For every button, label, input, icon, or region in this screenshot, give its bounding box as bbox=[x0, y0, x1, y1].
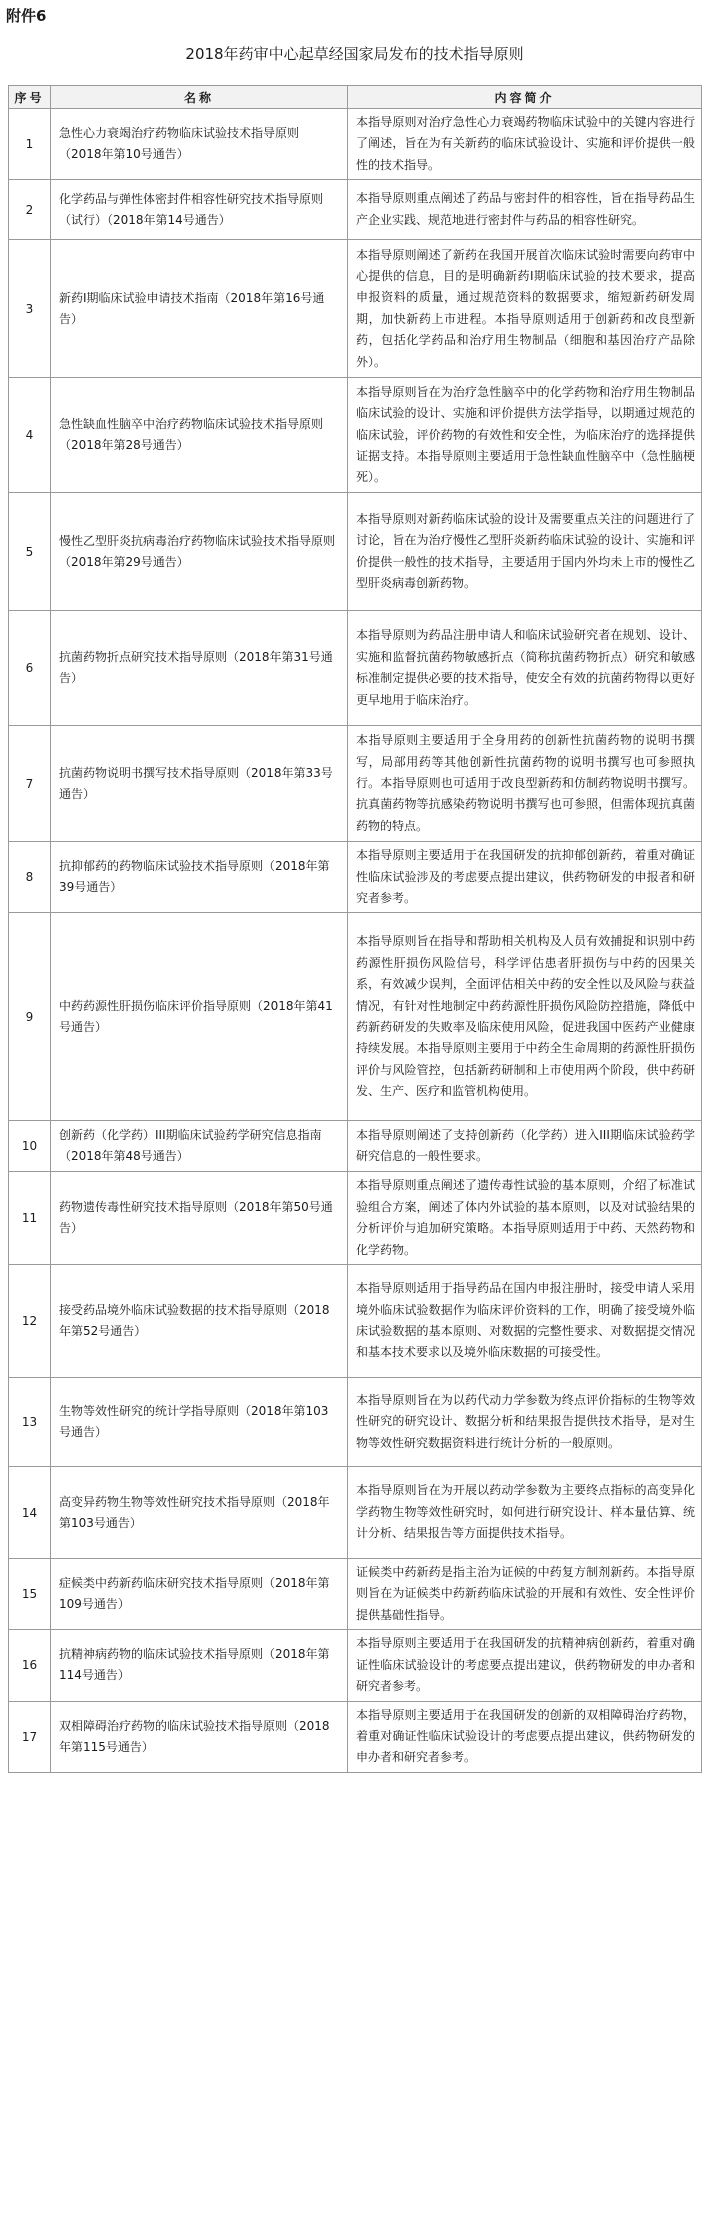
guideline-name: 双相障碍治疗药物的临床试验技术指导原则（2018年第115号通告） bbox=[51, 1701, 348, 1772]
table-row bbox=[9, 1121, 702, 1172]
guideline-name: 抗菌药物折点研究技术指导原则（2018年第31号通告） bbox=[51, 611, 348, 726]
page-title: 2018年药审中心起草经国家局发布的技术指导原则 bbox=[185, 45, 524, 63]
row-number: 13 bbox=[9, 1378, 51, 1467]
row-number: 12 bbox=[9, 1265, 51, 1378]
row-number: 9 bbox=[9, 913, 51, 1121]
guideline-name: 中药药源性肝损伤临床评价指导原则（2018年第41号通告） bbox=[51, 913, 348, 1121]
table-row bbox=[9, 1701, 702, 1772]
table-row bbox=[9, 1630, 702, 1701]
table-row bbox=[9, 726, 702, 842]
table-row bbox=[9, 180, 702, 240]
row-number: 2 bbox=[9, 180, 51, 240]
attachment-label: 附件6 bbox=[6, 7, 47, 25]
table-row bbox=[9, 1467, 702, 1559]
column-header-name: 名称 bbox=[51, 86, 348, 109]
table-row bbox=[9, 378, 702, 493]
guideline-name: 创新药（化学药）III期临床试验药学研究信息指南（2018年第48号通告） bbox=[51, 1121, 348, 1172]
guideline-name: 抗抑郁药的药物临床试验技术指导原则（2018年第39号通告） bbox=[51, 842, 348, 913]
guideline-summary: 本指导原则为药品注册申请人和临床试验研究者在规划、设计、实施和监督抗菌药物敏感折点（简称抗菌药物折点）研究和敏感标准制定提供必要的技术指导，使安全有效的抗菌药物得以更好更早地用于临床治疗。 bbox=[348, 611, 702, 726]
guideline-table bbox=[8, 85, 702, 1773]
table-row bbox=[9, 842, 702, 913]
guideline-summary: 本指导原则主要适用于在我国研发的抗抑郁创新药，着重对确证性临床试验涉及的考虑要点提出建议，供药物研发的申报者和研究者参考。 bbox=[348, 842, 702, 913]
row-number: 6 bbox=[9, 611, 51, 726]
guideline-name: 药物遗传毒性研究技术指导原则（2018年第50号通告） bbox=[51, 1172, 348, 1265]
guideline-summary: 本指导原则旨在为以药代动力学参数为终点评价指标的生物等效性研究的研究设计、数据分析和结果报告提供技术指导，是对生物等效性研究数据资料进行统计分析的一般原则。 bbox=[348, 1378, 702, 1467]
table-row bbox=[9, 1559, 702, 1630]
row-number: 15 bbox=[9, 1559, 51, 1630]
guideline-summary: 本指导原则阐述了支持创新药（化学药）进入III期临床试验药学研究信息的一般性要求。 bbox=[348, 1121, 702, 1172]
row-number: 11 bbox=[9, 1172, 51, 1265]
table-row bbox=[9, 1265, 702, 1378]
guideline-name: 抗菌药物说明书撰写技术指导原则（2018年第33号通告） bbox=[51, 726, 348, 842]
row-number: 17 bbox=[9, 1701, 51, 1772]
guideline-summary: 本指导原则旨在为开展以药动学参数为主要终点指标的高变异化学药物生物等效性研究时，如何进行研究设计、样本量估算、统计分析、结果报告等方面提供技术指导。 bbox=[348, 1467, 702, 1559]
guideline-summary: 本指导原则主要适用于在我国研发的抗精神病创新药，着重对确证性临床试验设计的考虑要点提出建议，供药物研发的申办者和研究者参考。 bbox=[348, 1630, 702, 1701]
table-row bbox=[9, 109, 702, 180]
guideline-summary: 本指导原则旨在为治疗急性脑卒中的化学药物和治疗用生物制品临床试验的设计、实施和评价提供方法学指导，以期通过规范的临床试验，评价药物的有效性和安全性，为临床治疗的选择提供证据支持。本指导原则主要适用于急性缺血性脑卒中（急性脑梗死）。 bbox=[348, 378, 702, 493]
row-number: 7 bbox=[9, 726, 51, 842]
guideline-name: 慢性乙型肝炎抗病毒治疗药物临床试验技术指导原则（2018年第29号通告） bbox=[51, 493, 348, 611]
guideline-summary: 本指导原则重点阐述了遗传毒性试验的基本原则，介绍了标准试验组合方案，阐述了体内外试验的基本原则，以及对试验结果的分析评价与追加研究策略。本指导原则适用于中药、天然药物和化学药物。 bbox=[348, 1172, 702, 1265]
guideline-name: 生物等效性研究的统计学指导原则（2018年第103号通告） bbox=[51, 1378, 348, 1467]
guideline-name: 接受药品境外临床试验数据的技术指导原则（2018年第52号通告） bbox=[51, 1265, 348, 1378]
row-number: 8 bbox=[9, 842, 51, 913]
table-row bbox=[9, 611, 702, 726]
guideline-summary: 本指导原则主要适用于全身用药的创新性抗菌药物的说明书撰写，局部用药等其他创新性抗菌药物的说明书撰写也可参照执行。本指导原则也可适用于改良型新药和仿制药物说明书撰写。抗真菌药物等抗感染药物说明书撰写也可参照，但需体现抗真菌药物的特点。 bbox=[348, 726, 702, 842]
guideline-name: 症候类中药新药临床研究技术指导原则（2018年第109号通告） bbox=[51, 1559, 348, 1630]
guideline-name: 新药I期临床试验申请技术指南（2018年第16号通告） bbox=[51, 240, 348, 378]
row-number: 16 bbox=[9, 1630, 51, 1701]
guideline-summary: 本指导原则旨在指导和帮助相关机构及人员有效捕捉和识别中药药源性肝损伤风险信号，科学评估患者肝损伤与中药的因果关系，有效减少误判，全面评估相关中药的安全性以及风险与获益情况，有针对性地制定中药药源性肝损伤风险防控措施，降低中药新药研发的失败率及临床使用风险，促进我国中医药产业健康持续发展。本指导原则主要用于中药全生命周期的药源性肝损伤评价与风险管控，包括新药研制和上市使用两个阶段，供中药研发、生产、医疗和监管机构使用。 bbox=[348, 913, 702, 1121]
table-row bbox=[9, 913, 702, 1121]
guideline-name: 急性心力衰竭治疗药物临床试验技术指导原则（2018年第10号通告） bbox=[51, 109, 348, 180]
guideline-summary: 本指导原则重点阐述了药品与密封件的相容性，旨在指导药品生产企业实践、规范地进行密封件与药品的相容性研究。 bbox=[348, 180, 702, 240]
row-number: 10 bbox=[9, 1121, 51, 1172]
guideline-summary: 本指导原则适用于指导药品在国内申报注册时，接受申请人采用境外临床试验数据作为临床评价资料的工作，明确了接受境外临床试验数据的基本原则、对数据的完整性要求、对数据提交情况和基本技术要求以及境外临床数据的可接受性。 bbox=[348, 1265, 702, 1378]
guideline-name: 抗精神病药物的临床试验技术指导原则（2018年第114号通告） bbox=[51, 1630, 348, 1701]
guideline-summary: 本指导原则主要适用于在我国研发的创新的双相障碍治疗药物，着重对确证性临床试验设计的考虑要点提出建议，供药物研发的申办者和研究者参考。 bbox=[348, 1701, 702, 1772]
guideline-name: 急性缺血性脑卒中治疗药物临床试验技术指导原则（2018年第28号通告） bbox=[51, 378, 348, 493]
table-row bbox=[9, 1378, 702, 1467]
column-header-summary: 内容简介 bbox=[348, 86, 702, 109]
guideline-name: 高变异药物生物等效性研究技术指导原则（2018年第103号通告） bbox=[51, 1467, 348, 1559]
row-number: 5 bbox=[9, 493, 51, 611]
row-number: 14 bbox=[9, 1467, 51, 1559]
table-row bbox=[9, 240, 702, 378]
row-number: 3 bbox=[9, 240, 51, 378]
column-header-number: 序号 bbox=[9, 86, 51, 109]
guideline-summary: 本指导原则对新药临床试验的设计及需要重点关注的问题进行了讨论，旨在为治疗慢性乙型肝炎新药临床试验的设计、实施和评价提供一般性的技术指导，主要适用于国内外均未上市的慢性乙型肝炎病毒创新药物。 bbox=[348, 493, 702, 611]
table-header-row bbox=[9, 86, 702, 109]
table-row bbox=[9, 1172, 702, 1265]
guideline-name: 化学药品与弹性体密封件相容性研究技术指导原则（试行）（2018年第14号通告） bbox=[51, 180, 348, 240]
guideline-summary: 本指导原则阐述了新药在我国开展首次临床试验时需要向药审中心提供的信息，目的是明确新药I期临床试验的技术要求，提高申报资料的质量，通过规范资料的数据要求，缩短新药研发周期，加快新药上市进程。本指导原则适用于创新药和改良型新药，包括化学药品和治疗用生物制品（细胞和基因治疗产品除外）。 bbox=[348, 240, 702, 378]
table-row bbox=[9, 493, 702, 611]
row-number: 1 bbox=[9, 109, 51, 180]
guideline-summary: 证候类中药新药是指主治为证候的中药复方制剂新药。本指导原则旨在为证候类中药新药临床试验的开展和有效性、安全性评价提供基础性指导。 bbox=[348, 1559, 702, 1630]
row-number: 4 bbox=[9, 378, 51, 493]
guideline-summary: 本指导原则对治疗急性心力衰竭药物临床试验中的关键内容进行了阐述，旨在为有关新药的临床试验设计、实施和评价提供一般性的技术指导。 bbox=[348, 109, 702, 180]
